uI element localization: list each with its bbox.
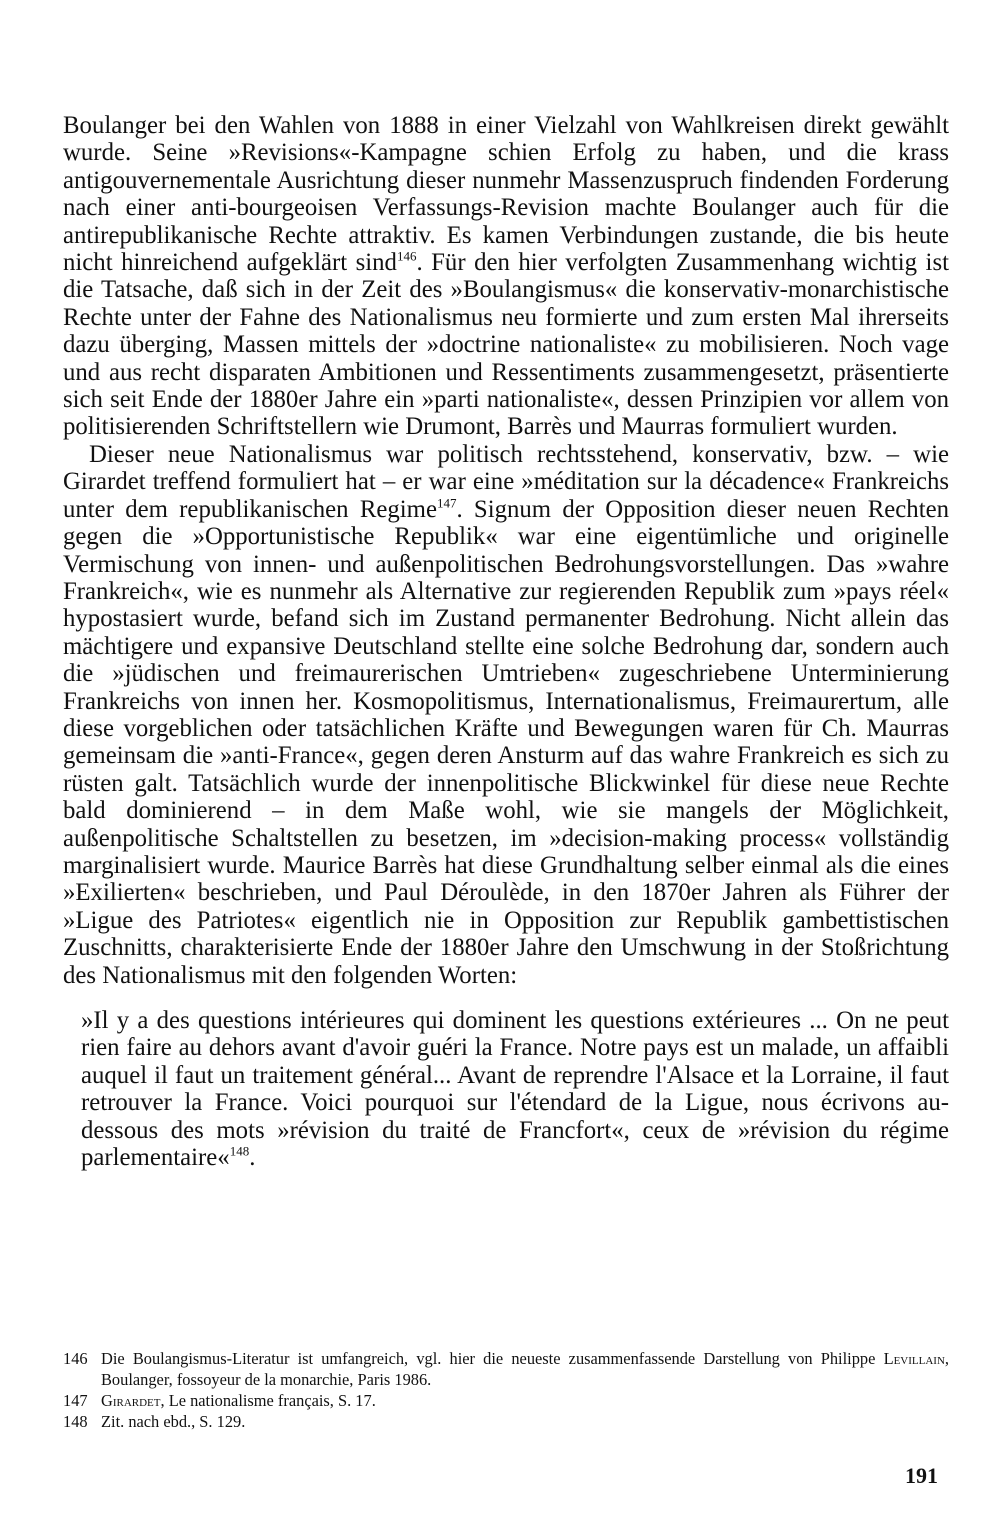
footnote-number: 146 xyxy=(63,1349,88,1368)
footnote-number: 147 xyxy=(63,1391,88,1410)
footnote-ref-148[interactable]: 148 xyxy=(229,1143,250,1159)
footnote-text xyxy=(101,1390,949,1411)
footnotes xyxy=(63,1348,949,1432)
footnote-author: Girardet xyxy=(101,1391,161,1410)
footnote-ref-147[interactable]: 147 xyxy=(436,495,457,511)
block-quote-end: . xyxy=(249,1144,256,1172)
paragraph-1 xyxy=(63,112,949,441)
footnote-text xyxy=(101,1411,949,1432)
footnote-148 xyxy=(63,1411,949,1432)
footnote-text-b: , Le nationalisme français, S. 17. xyxy=(160,1391,376,1410)
paragraph-2-text-b: . Signum der Opposition dieser neuen Rechten gegen die »Opportunistische Republik« war eine eigentümliche und originelle Vermischung von innen- und außenpolitischen Bedrohungsvorstellungen. Das »wahre Frankreich«, wie es nunmehr als Alternative zur regierenden Republik zum »pays réel« hypostasiert wurde, befand sich im Zustand permanenter Bedrohung. Nicht allein das mächtigere und expansive Deutschland stellte eine solche Bedrohung dar, sondern auch die »jüdischen und freimaurerischen Umtrieben« zugeschriebene Unterminierung Frankreichs von innen her. Kosmopolitismus, Internationalismus, Freimaurertum, alle diese vorgeblichen oder tatsächlichen Kräfte und Bewegungen waren für Ch. Maurras gemeinsam die »anti-France«, gegen deren Ansturm auf das wahre Frankreich es sich zu rüsten galt. Tatsächlich wurde der innenpolitische Blickwinkel für diese neue Rechte bald dominierend – in dem Maße wohl, wie sie mangels der Möglichkeit, außenpolitische Schaltstellen zu besetzen, im »decision-making process« vollständig marginalisiert wurde. Maurice Barrès hat diese Grundhaltung selber einmal als die eines »Exilierten« beschrieben, und Paul Déroulède, in den 1870er Jahren als Führer der »Ligue des Patriotes« eigentlich nie in Opposition zur Republik gambettistischen Zuschnitts, charakterisierte Ende der 1880er Jahre den Umschwung in der Stoßrichtung des Nationalismus mit den folgenden Worten: xyxy=(63,495,949,989)
footnote-ref-146[interactable]: 146 xyxy=(396,248,417,264)
page-number: 191 xyxy=(905,1463,938,1488)
footnote-text-b: , Boulanger, fossoyeur de la monarchie, Paris 1986. xyxy=(101,1349,949,1389)
footnote-text-b: Zit. nach ebd., S. 129. xyxy=(101,1412,246,1431)
footnote-146 xyxy=(63,1348,949,1390)
footnote-author: Levillain xyxy=(883,1349,945,1368)
paragraph-1-text-a: Boulanger bei den Wahlen von 1888 in einer Vielzahl von Wahlkreisen direkt gewählt wurde. Seine »Revisions«-Kampagne schien Erfolg zu haben, und die krass antigouvernementale Ausrichtung dieser nunmehr Massenzuspruch findenden Forderung nach einer anti-bourgeoisen Verfassungs-Revision machte Boulanger auch für die antirepublikanische Rechte attraktiv. Es kamen Verbindungen zustande, die bis heute nicht hinreichend aufgeklärt sind xyxy=(63,112,949,277)
footnote-text xyxy=(101,1348,949,1390)
footnote-147 xyxy=(63,1390,949,1411)
footnote-text-a: Die Boulangismus-Literatur ist umfangreich, vgl. hier die neueste zusammenfassende Darstellung von Philippe xyxy=(101,1349,884,1368)
paragraph-2 xyxy=(63,441,949,989)
block-quote xyxy=(81,1007,949,1171)
paragraph-1-text-b: . Für den hier verfolgten Zusammenhang wichtig ist die Tatsache, daß sich in der Zeit des »Boulangismus« die konservativ-monarchistische Rechte unter der Fahne des Nationalismus neu formierte und zum ersten Mal ihrerseits dazu überging, Massen mittels der »doctrine nationaliste« zu mobilisieren. Noch vage und aus recht disparaten Ambitionen und Ressentiments zusammengesetzt, präsentierte sich seit Ende der 1880er Jahre ein »parti nationaliste«, dessen Prinzipien vor allem von politisierenden Schriftstellern wie Drumont, Barrès und Maurras formuliert wurden. xyxy=(63,249,949,441)
paragraph-2-text-a: Dieser neue Nationalismus war politisch rechtsstehend, konservativ, bzw. – wie Girardet treffend formuliert hat – er war eine »méditation sur la décadence« Frankreichs unter dem republikanischen Regime xyxy=(63,440,949,523)
page-body xyxy=(63,112,949,1171)
footnote-number: 148 xyxy=(63,1412,88,1431)
block-quote-text: »Il y a des questions intérieures qui dominent les questions extérieures ... On ne peut rien faire au dehors avant d'avoir guéri la France. Notre pays est un malade, un affaibli auquel il faut un traitement général... Avant de reprendre l'Alsace et la Lorraine, il faut retrouver la France. Voici pourquoi sur l'étendard de la Ligue, nous écrivons au-dessous des mots »révision du traité de Francfort«, ceux de »révision du régime parlementaire« xyxy=(81,1007,949,1172)
